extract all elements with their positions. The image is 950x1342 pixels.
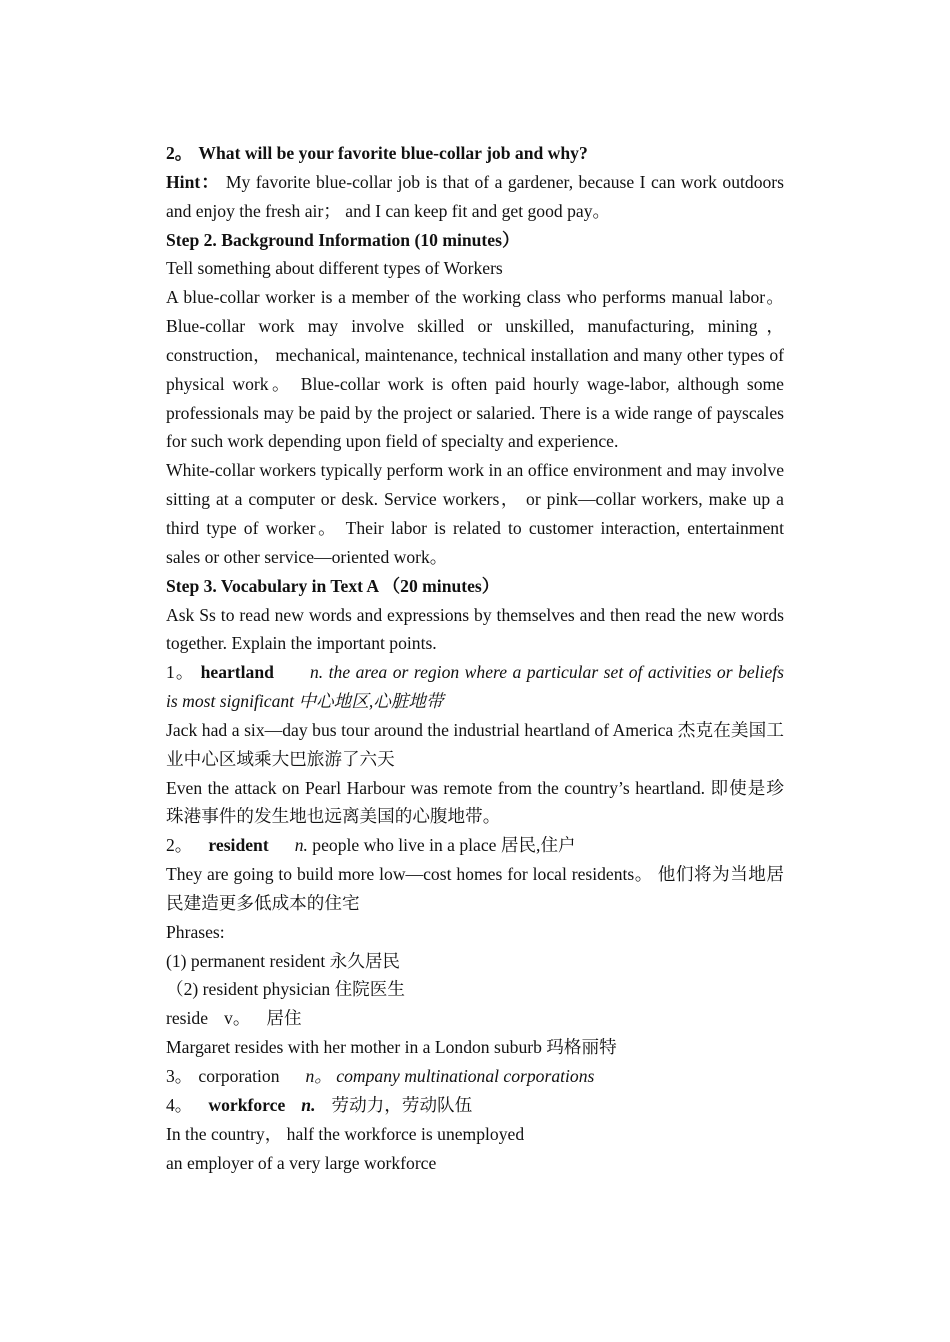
hint-paragraph <box>166 168 784 226</box>
step2-heading: Step 2. Background Information (10 minutes） <box>166 229 520 250</box>
workforce-example-2: an employer of a very large workforce <box>166 1152 437 1173</box>
question-2 <box>166 139 784 168</box>
vocab-entry-workforce <box>166 1091 784 1120</box>
resident-example-2: Margaret resides with her mother in a London suburb 玛格丽特 <box>166 1037 617 1058</box>
heartland-example-1: Jack had a six—day bus tour around the industrial heartland of America 杰克在美国工业中心区域乘大巴旅游了六天 <box>166 719 784 769</box>
hint-text: My favorite blue-collar job is that of a gardener, because I can work outdoors and enjoy the fresh air； and I can keep fit and get good pay。 <box>166 171 784 221</box>
vocab-word: workforce <box>208 1094 286 1115</box>
phrase-1: (1) permanent resident 永久居民 <box>166 950 401 971</box>
vocab-definition: n。 company multinational corporations <box>305 1066 595 1086</box>
question-text: What will be your favorite blue-collar job and why? <box>198 143 588 163</box>
vocab-meaning: 劳动力，劳动队伍 <box>331 1094 473 1115</box>
heartland-example-2: Even the attack on Pearl Harbour was remote from the country’s heartland. 即使是珍珠港事件的发生地也远离美国的心腹地带。 <box>166 777 784 827</box>
vocab-word: corporation <box>198 1066 280 1086</box>
phrases-label: Phrases: <box>166 921 225 942</box>
step3-intro: Ask Ss to read new words and expressions by themselves and then read the new words together. Explain the important points. <box>166 604 784 654</box>
reside-word: reside <box>166 1008 209 1029</box>
phrase-2: （2) resident physician 住院医生 <box>166 979 405 1000</box>
document-body <box>166 139 784 1177</box>
vocab-entry-heartland <box>166 658 784 716</box>
vocab-word: resident <box>208 835 269 856</box>
step3-heading: Step 3. Vocabulary in Text A （20 minutes） <box>166 575 500 596</box>
vocab-pos: n. <box>301 1094 316 1115</box>
vocab-number: 2。 <box>166 835 193 856</box>
white-collar-paragraph: White-collar workers typically perform work in an office environment and may involve sitting at a computer or desk. Service workers， or pink—collar workers, make up a third type of worker。 Their labor is related to customer interaction, entertainment sales or other service—oriented work。 <box>166 460 784 567</box>
vocab-number: 4。 <box>166 1094 193 1115</box>
vocab-definition: people who live in a place 居民,住户 <box>312 835 576 856</box>
blue-collar-paragraph: A blue-collar worker is a member of the working class who performs manual labor。 Blue-collar work may involve skilled or unskilled, manufacturing, mining， construction， mechanical, maintenance, technical installation and many other types of physical work。 Blue-collar work is often paid hourly wage-labor, although some professionals may be paid by the project or salaried. There is a wide range of payscales for such work depending upon field of specialty and experience. <box>166 287 784 452</box>
reside-entry <box>166 1004 784 1033</box>
hint-label: Hint： <box>166 171 220 192</box>
workforce-example-1: In the country， half the workforce is unemployed <box>166 1123 525 1144</box>
reside-pos: v。 <box>224 1008 251 1029</box>
vocab-word: heartland <box>200 662 274 683</box>
vocab-definition: n. the area or region where a particular set of activities or beliefs is most significant 中心地区,心脏地带 <box>166 662 784 712</box>
vocab-entry-resident <box>166 831 784 860</box>
reside-meaning: 居住 <box>266 1008 302 1029</box>
vocab-entry-corporation <box>166 1062 784 1091</box>
vocab-pos: n. <box>294 835 308 856</box>
step2-intro: Tell something about different types of Workers <box>166 258 503 279</box>
vocab-number: 3。 <box>166 1066 193 1086</box>
resident-example-1: They are going to build more low—cost homes for local residents。 他们将为当地居民建造更多低成本的住宅 <box>166 864 784 913</box>
vocab-number: 1。 <box>166 662 195 683</box>
question-number: 2。 <box>166 143 193 163</box>
